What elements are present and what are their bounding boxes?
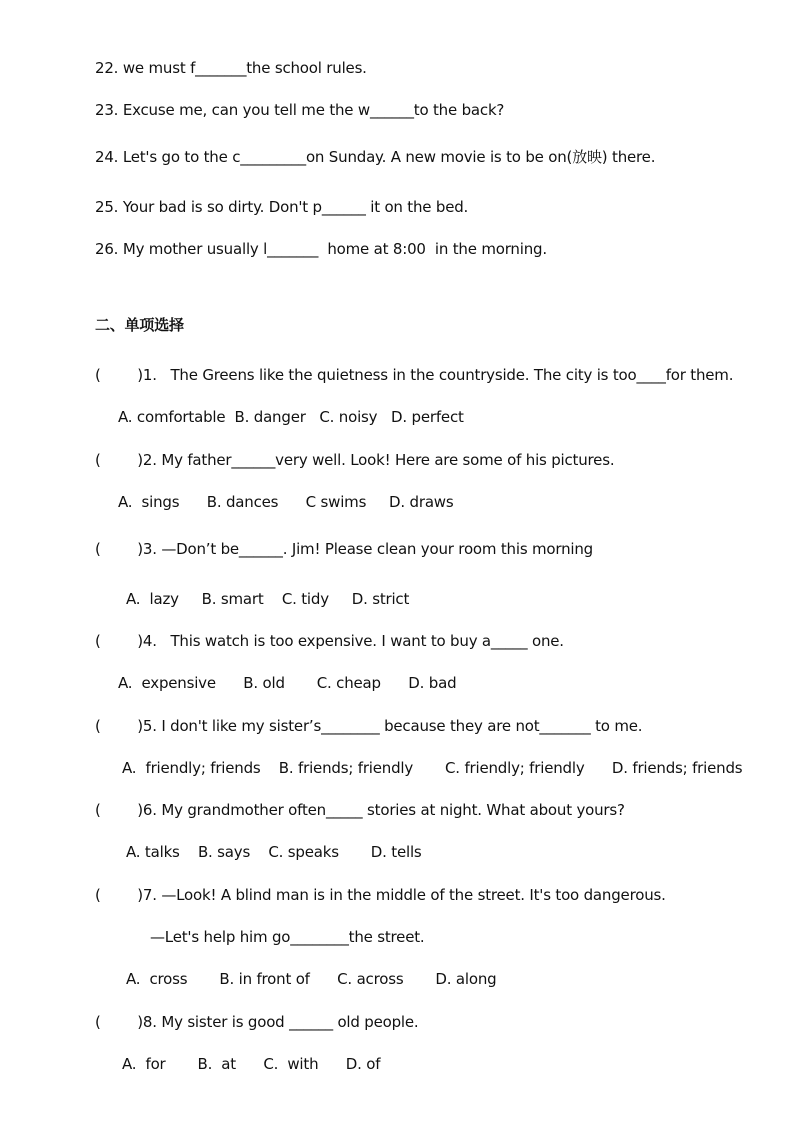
question-4-stem: ( )4. This watch is too expensive. I want to buy a_____ one. [95, 632, 564, 650]
section-title: 二、单项选择 [95, 316, 184, 334]
question-2-options: A. sings B. dances C swims D. draws [118, 493, 454, 511]
question-7-stem: ( )7. —Look! A blind man is in the middle of the street. It's too dangerous. [95, 886, 666, 904]
question-5-stem: ( )5. I don't like my sister’s________ because they are not_______ to me. [95, 717, 643, 735]
question-3-stem: ( )3. —Don’t be______. Jim! Please clean your room this morning [95, 540, 594, 558]
question-8-options: A. for B. at C. with D. of [122, 1055, 381, 1073]
question-8-stem: ( )8. My sister is good ______ old people. [95, 1013, 419, 1031]
question-4-options: A. expensive B. old C. cheap D. bad [118, 674, 457, 692]
fill-in-item-26: 26. My mother usually l_______ home at 8:00 in the morning. [95, 240, 547, 258]
fill-in-item-23: 23. Excuse me, can you tell me the w______to the back? [95, 101, 505, 119]
question-2-stem: ( )2. My father______very well. Look! Here are some of his pictures. [95, 451, 615, 469]
question-5-options: A. friendly; friends B. friends; friendly C. friendly; friendly D. friends; friends [122, 759, 743, 777]
question-1-stem: ( )1. The Greens like the quietness in the countryside. The city is too____for them. [95, 366, 734, 384]
fill-in-item-24: 24. Let's go to the c_________on Sunday. A new movie is to be on(放映) there. [95, 148, 656, 166]
question-7-options: A. cross B. in front of C. across D. along [126, 970, 497, 988]
question-1-options: A. comfortable B. danger C. noisy D. perfect [118, 408, 464, 426]
question-6-options: A. talks B. says C. speaks D. tells [126, 843, 422, 861]
fill-in-item-25: 25. Your bad is so dirty. Don't p______ it on the bed. [95, 198, 469, 216]
question-3-options: A. lazy B. smart C. tidy D. strict [126, 590, 410, 608]
fill-in-item-22: 22. we must f_______the school rules. [95, 59, 367, 77]
question-6-stem: ( )6. My grandmother often_____ stories at night. What about yours? [95, 801, 625, 819]
question-7-reply: —Let's help him go________the street. [150, 928, 425, 946]
